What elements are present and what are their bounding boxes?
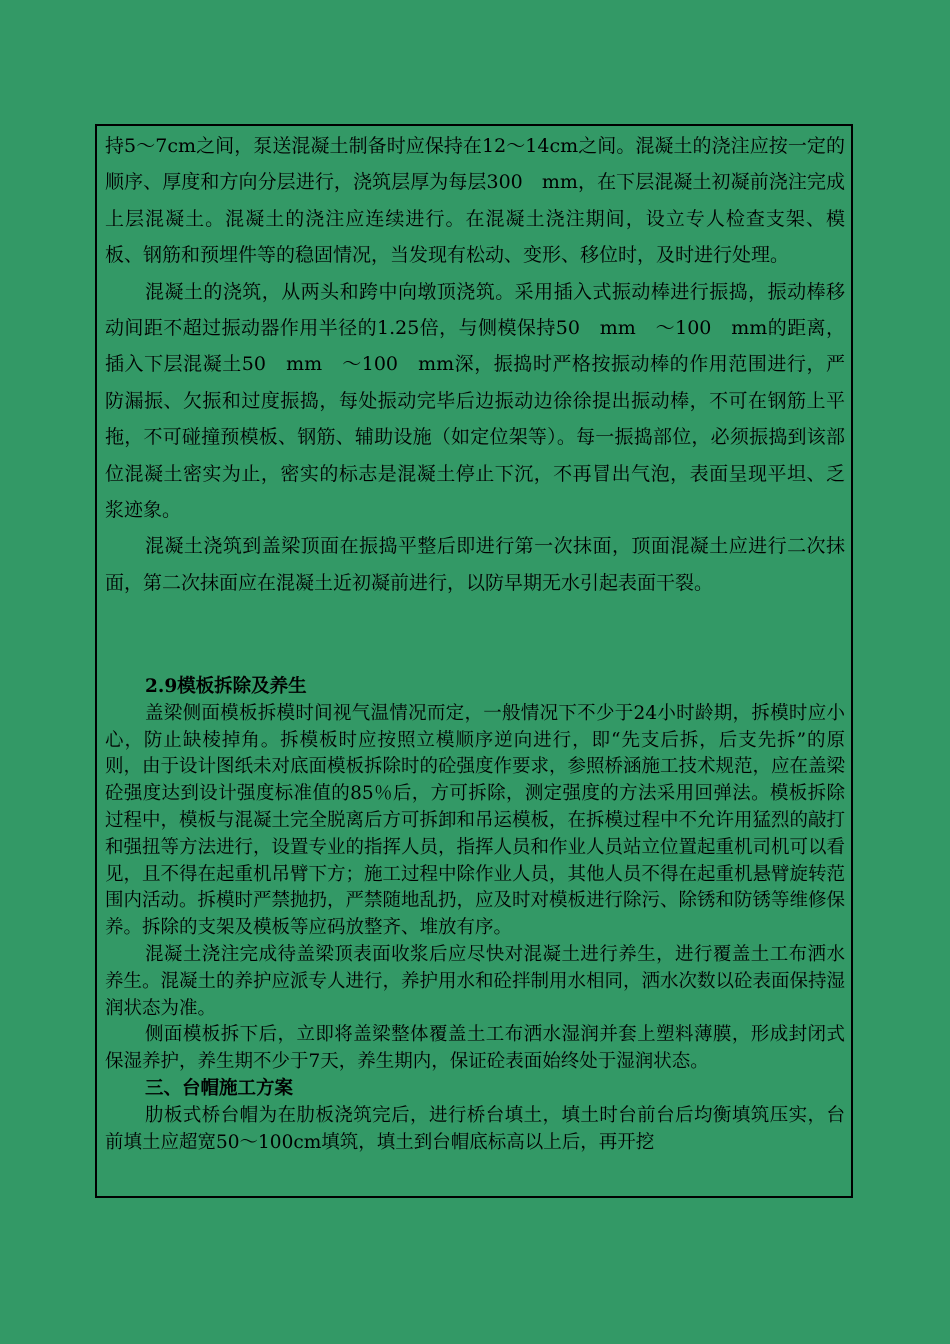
paragraph-side-formwork-curing: 侧面模板拆下后，立即将盖梁整体覆盖土工布洒水湿润并套上塑料薄膜，形成封闭式保湿养护，养生期不少于7天，养生期内，保证砼表面始终处于湿润状态。 xyxy=(105,1024,845,1073)
paragraph-surface-finishing: 混凝土浇筑到盖梁顶面在振捣平整后即进行第一次抹面，顶面混凝土应进行二次抹面，第二次抹面应在混凝土近初凝前进行，以防早期无水引起表面干裂。 xyxy=(105,535,845,594)
paragraph-abutment-cap: 肋板式桥台帽为在肋板浇筑完后，进行桥台填土，填土时台前台后均衡填筑压实，台前填土应超宽50～100cm填筑，填土到台帽底标高以上后，再开挖 xyxy=(105,1104,845,1153)
section-heading-abutment-cap: 三、台帽施工方案 xyxy=(145,1077,294,1099)
paragraph-pouring-order: 持5～7cm之间，泵送混凝土制备时应保持在12～14cm之间。混凝土的浇注应按一定的顺序、厚度和方向分层进行，浇筑层厚为每层300 mm，在下层混凝土初凝前浇注完成上层混凝土。混凝土的浇注应连续进行。在混凝土浇注期间，设立专人检查支架、模板、钢筋和预埋件等的稳固情况，当发现有松动、变形、移位时，及时进行处理。 xyxy=(105,135,845,267)
paragraph-vibration: 混凝土的浇筑，从两头和跨中向墩顶浇筑。采用插入式振动棒进行振捣，振动棒移动间距不超过振动器作用半径的1.25倍，与侧模保持50 mm ～100 mm的距离，插入下层混凝土50 mm ～100 mm深，振捣时严格按振动棒的作用范围进行，严防漏振、欠振和过度振捣，每处振动完毕后边振动边徐徐提出振动棒，不可在钢筋上平拖，不可碰撞预模板、钢筋、辅助设施（如定位架等）。每一振捣部位，必须振捣到该部位混凝土密实为止，密实的标志是混凝土停止下沉，不再冒出气泡，表面呈现平坦、乏浆迹象。 xyxy=(105,280,845,522)
paragraph-formwork-removal: 盖梁侧面模板拆模时间视气温情况而定，一般情况下不少于24小时龄期，拆模时应小心，防止缺棱掉角。拆模板时应按照立模顺序逆向进行，即“先支后拆，后支先拆”的原则，由于设计图纸未对底面模板拆除时的砼强度作要求，参照桥涵施工技术规范，应在盖梁砼强度达到设计强度标准值的85％后，方可拆除，测定强度的方法采用回弹法。模板拆除过程中，模板与混凝土完全脱离后方可拆卸和吊运模板，在拆模过程中不允许用猛烈的敲打和强扭等方法进行，设置专业的指挥人员，指挥人员和作业人员站立位置起重机司机可以看见，且不得在起重机吊臂下方；施工过程中除作业人员，其他人员不得在起重机悬臂旋转范围内活动。拆模时严禁抛扔，严禁随地乱扔，应及时对模板进行除污、除锈和防锈等维修保养。拆除的支架及模板等应码放整齐、堆放有序。 xyxy=(105,702,846,939)
upper-text-block xyxy=(105,128,845,601)
lower-text-block xyxy=(105,674,845,1156)
document-page xyxy=(95,124,853,1198)
paragraph-curing: 混凝土浇注完成待盖梁顶表面收浆后应尽快对混凝土进行养生，进行覆盖土工布洒水养生。混凝土的养护应派专人进行，养护用水和砼拌制用水相同，洒水次数以砼表面保持湿润状态为准。 xyxy=(105,943,846,1019)
section-heading-formwork-removal: 2.9模板拆除及养生 xyxy=(145,676,307,697)
